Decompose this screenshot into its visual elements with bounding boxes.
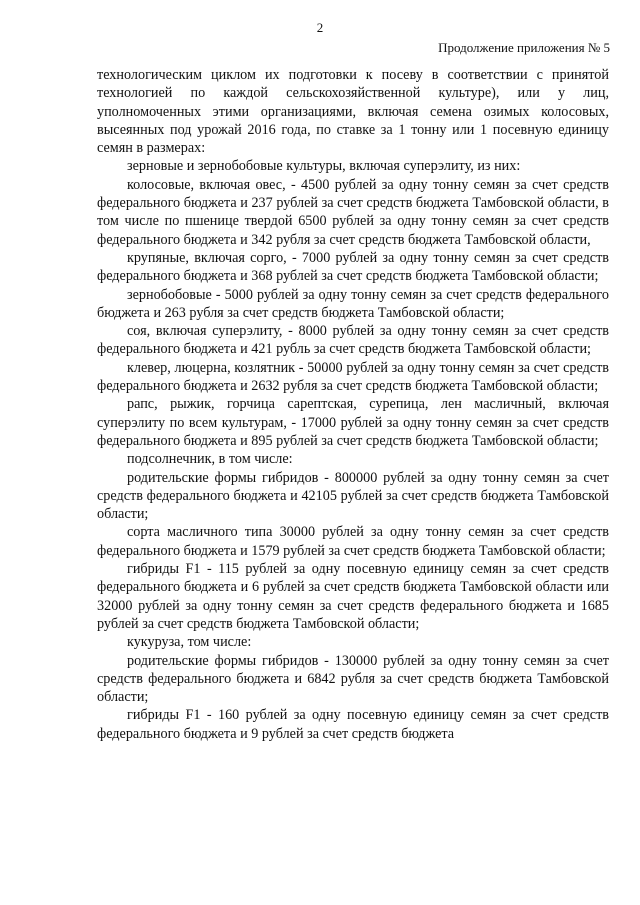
paragraph-cereals: колосовые, включая овес, - 4500 рублей за одну тонну семян за счет средств федерального бюджета и 237 рублей за счет средств бюджета Тамбовской области, в том числе по пшенице твердой 6500 рублей за одну тонну семян за счет средств федерального бюджета и 342 рубля за счет средств бюджета Тамбовской области, [97,176,609,248]
paragraph-legumes: зернобобовые - 5000 рублей за одну тонну семян за счет средств федерального бюджета и 263 рубля за счет средств бюджета Тамбовской области; [97,286,609,321]
paragraph-corn-heading: кукуруза, том числе: [127,634,252,651]
paragraph-groats: крупяные, включая сорго, - 7000 рублей за одну тонну семян за счет средств федерального бюджета и 368 рублей за счет средств бюджета Тамбовской области; [97,249,609,285]
paragraph-sunflower-f1: гибриды F1 - 115 рублей за одну посевную единицу семян за счет средств федерального бюджета и 6 рублей за счет средств бюджета Тамбовской области или 32000 рублей за одну тонну семян за счет средств федерального бюджета и 1685 рублей за счет средств бюджета Тамбовской области; [97,561,609,632]
paragraph-corn-parent: родительские формы гибридов - 130000 рублей за одну тонну семян за счет средств федерального бюджета и 6842 рубля за счет средств бюджета Тамбовской области; [97,652,609,706]
paragraph-sunflower-parent: родительские формы гибридов - 800000 рублей за одну тонну семян за счет средств федерального бюджета и 42105 рублей за счет средств бюджета Тамбовской области; [97,469,609,523]
paragraph-corn-f1: гибриды F1 - 160 рублей за одну посевную единицу семян за счет средств федерального бюджета и 9 рублей за счет средств бюджета [97,707,609,742]
appendix-note: Продолжение приложения № 5 [438,40,610,55]
paragraph-intro: технологическим циклом их подготовки к посеву в соответствии с принятой технологией по каждой сельскохозяйственной культуре), или у лиц, уполномоченных этими организациями, включая семена озимых колосовых, высеянных под урожай 2016 года, по ставке за 1 тонну или 1 посевную единицу семян в размерах: [97,67,609,157]
page-number: 2 [316,20,324,35]
paragraph-grain-heading: зерновые и зернобобовые культуры, включая суперэлиту, из них: [127,158,521,175]
paragraph-sunflower-oil: сорта масличного типа 30000 рублей за одну тонну семян за счет средств федерального бюджета и 1579 рублей за счет средств бюджета Тамбовской области; [97,524,609,559]
paragraph-soy: соя, включая суперэлиту, - 8000 рублей за одну тонну семян за счет средств федерального бюджета и 421 рубль за счет средств бюджета Тамбовской области; [97,323,609,358]
paragraph-clover: клевер, люцерна, козлятник - 50000 рублей за одну тонну семян за счет средств федерального бюджета и 2632 рубля за счет средств бюджета Тамбовской области; [97,359,609,395]
paragraph-sunflower-heading: подсолнечник, в том числе: [127,451,293,468]
paragraph-rapeseed: рапс, рыжик, горчица сарептская, сурепица, лен масличный, включая суперэлиту по всем культурам, - 17000 рублей за одну тонну семян за счет средств федерального бюджета и 895 рублей за счет средств бюджета Тамбовской области; [97,396,609,449]
document-body [97,66,609,743]
